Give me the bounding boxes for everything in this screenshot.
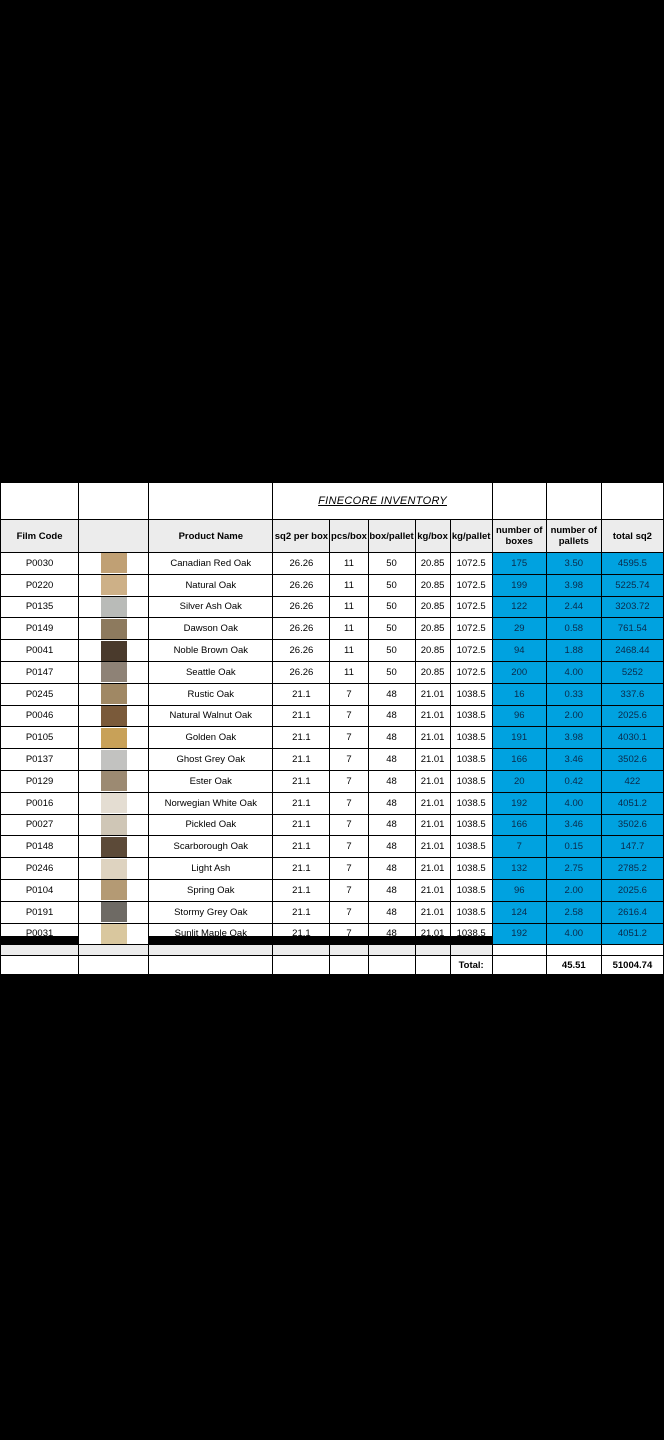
cell-number-of-pallets: 3.50	[546, 553, 601, 575]
cell-number-of-pallets: 3.98	[546, 727, 601, 749]
cell-film-code: P0105	[1, 727, 79, 749]
cell-pcs-per-box: 11	[330, 618, 368, 640]
cell-number-of-boxes: 192	[492, 923, 546, 945]
title-left-pad	[1, 483, 79, 520]
cell-box-per-pallet: 48	[368, 901, 415, 923]
cell-kg-per-pallet: 1038.5	[450, 814, 492, 836]
cell-sq2-per-box: 26.26	[273, 640, 330, 662]
cell-product-name: Pickled Oak	[149, 814, 273, 836]
title-left-pad-2	[79, 483, 149, 520]
cell-kg-per-box: 20.85	[415, 553, 450, 575]
cell-kg-per-box: 21.01	[415, 749, 450, 771]
title-left-pad-3	[149, 483, 273, 520]
cell-kg-per-pallet: 1038.5	[450, 901, 492, 923]
cell-sq2-per-box: 21.1	[273, 727, 330, 749]
cell-total-sq2: 4051.2	[601, 792, 663, 814]
cell-kg-per-pallet: 1038.5	[450, 923, 492, 945]
product-swatch	[79, 836, 149, 858]
cell-kg-per-box: 21.01	[415, 814, 450, 836]
cell-pcs-per-box: 7	[330, 705, 368, 727]
cell-sq2-per-box: 26.26	[273, 661, 330, 683]
swatch-color	[101, 641, 127, 661]
cell-product-name: Spring Oak	[149, 879, 273, 901]
cell-kg-per-pallet: 1038.5	[450, 879, 492, 901]
cell-sq2-per-box: 26.26	[273, 553, 330, 575]
table-row	[1, 923, 664, 945]
cell-total-sq2: 3203.72	[601, 596, 663, 618]
cell-sq2-per-box: 21.1	[273, 879, 330, 901]
cell-box-per-pallet: 48	[368, 749, 415, 771]
cell-kg-per-pallet: 1072.5	[450, 661, 492, 683]
total-pad-7	[415, 956, 450, 975]
header-number-of-pallets: number of pallets	[546, 520, 601, 553]
cell-kg-per-pallet: 1038.5	[450, 727, 492, 749]
cell-number-of-boxes: 192	[492, 792, 546, 814]
cell-number-of-pallets: 0.15	[546, 836, 601, 858]
cell-number-of-pallets: 0.42	[546, 770, 601, 792]
swatch-color	[101, 575, 127, 595]
table-row	[1, 574, 664, 596]
cell-kg-per-pallet: 1038.5	[450, 836, 492, 858]
header-box-per-pallet: box/pallet	[368, 520, 415, 553]
swatch-color	[101, 771, 127, 791]
swatch-color	[101, 924, 127, 944]
cell-product-name: Golden Oak	[149, 727, 273, 749]
cell-total-sq2: 2025.6	[601, 705, 663, 727]
cell-box-per-pallet: 48	[368, 879, 415, 901]
cell-kg-per-box: 21.01	[415, 836, 450, 858]
cell-sq2-per-box: 26.26	[273, 596, 330, 618]
cell-kg-per-box: 21.01	[415, 858, 450, 880]
product-swatch	[79, 683, 149, 705]
cell-film-code: P0147	[1, 661, 79, 683]
cell-kg-per-pallet: 1038.5	[450, 749, 492, 771]
cell-film-code: P0104	[1, 879, 79, 901]
product-swatch	[79, 858, 149, 880]
cell-product-name: Seattle Oak	[149, 661, 273, 683]
inventory-table	[0, 482, 664, 975]
cell-number-of-boxes: 7	[492, 836, 546, 858]
table-row	[1, 596, 664, 618]
cell-film-code: P0148	[1, 836, 79, 858]
cell-film-code: P0135	[1, 596, 79, 618]
cell-number-of-pallets: 0.58	[546, 618, 601, 640]
cell-total-sq2: 4595.5	[601, 553, 663, 575]
spacer-swatch	[79, 945, 149, 956]
cell-sq2-per-box: 26.26	[273, 574, 330, 596]
cell-film-code: P0245	[1, 683, 79, 705]
cell-sq2-per-box: 26.26	[273, 618, 330, 640]
total-pallets: 45.51	[546, 956, 601, 975]
swatch-color	[101, 662, 127, 682]
spacer-total	[601, 945, 663, 956]
cell-kg-per-pallet: 1038.5	[450, 858, 492, 880]
product-swatch	[79, 596, 149, 618]
cell-number-of-boxes: 191	[492, 727, 546, 749]
swatch-color	[101, 684, 127, 704]
cell-total-sq2: 761.54	[601, 618, 663, 640]
product-swatch	[79, 661, 149, 683]
cell-box-per-pallet: 48	[368, 923, 415, 945]
table-row	[1, 749, 664, 771]
cell-number-of-pallets: 3.46	[546, 814, 601, 836]
product-swatch	[79, 792, 149, 814]
cell-number-of-boxes: 96	[492, 705, 546, 727]
cell-total-sq2: 2468.44	[601, 640, 663, 662]
table-row	[1, 683, 664, 705]
cell-number-of-boxes: 122	[492, 596, 546, 618]
cell-number-of-pallets: 2.00	[546, 879, 601, 901]
cell-kg-per-box: 21.01	[415, 727, 450, 749]
cell-kg-per-pallet: 1038.5	[450, 770, 492, 792]
total-label: Total:	[450, 956, 492, 975]
cell-total-sq2: 422	[601, 770, 663, 792]
cell-sq2-per-box: 21.1	[273, 901, 330, 923]
swatch-color	[101, 793, 127, 813]
cell-film-code: P0046	[1, 705, 79, 727]
cell-film-code: P0191	[1, 901, 79, 923]
total-pad-4	[273, 956, 330, 975]
cell-total-sq2: 2616.4	[601, 901, 663, 923]
cell-product-name: Sunlit Maple Oak	[149, 923, 273, 945]
header-number-of-boxes: number of boxes	[492, 520, 546, 553]
cell-pcs-per-box: 11	[330, 640, 368, 662]
cell-kg-per-pallet: 1038.5	[450, 792, 492, 814]
product-swatch	[79, 640, 149, 662]
cell-number-of-pallets: 2.75	[546, 858, 601, 880]
cell-film-code: P0016	[1, 792, 79, 814]
cell-kg-per-pallet: 1072.5	[450, 596, 492, 618]
cell-sq2-per-box: 21.1	[273, 923, 330, 945]
cell-total-sq2: 337.6	[601, 683, 663, 705]
cell-number-of-boxes: 94	[492, 640, 546, 662]
table-row	[1, 705, 664, 727]
header-sq2-per-box: sq2 per box	[273, 520, 330, 553]
cell-box-per-pallet: 50	[368, 640, 415, 662]
swatch-color	[101, 859, 127, 879]
cell-product-name: Norwegian White Oak	[149, 792, 273, 814]
header-kg-per-pallet: kg/pallet	[450, 520, 492, 553]
cell-product-name: Rustic Oak	[149, 683, 273, 705]
cell-kg-per-pallet: 1038.5	[450, 683, 492, 705]
cell-kg-per-box: 21.01	[415, 901, 450, 923]
table-row	[1, 640, 664, 662]
cell-product-name: Canadian Red Oak	[149, 553, 273, 575]
cell-number-of-boxes: 166	[492, 814, 546, 836]
cell-pcs-per-box: 7	[330, 727, 368, 749]
cell-pcs-per-box: 7	[330, 683, 368, 705]
cell-product-name: Silver Ash Oak	[149, 596, 273, 618]
total-pad-2	[79, 956, 149, 975]
cell-box-per-pallet: 48	[368, 814, 415, 836]
cell-pcs-per-box: 7	[330, 836, 368, 858]
cell-number-of-boxes: 175	[492, 553, 546, 575]
cell-product-name: Noble Brown Oak	[149, 640, 273, 662]
cell-kg-per-box: 20.85	[415, 640, 450, 662]
total-pad-5	[330, 956, 368, 975]
swatch-color	[101, 706, 127, 726]
cell-number-of-boxes: 124	[492, 901, 546, 923]
cell-product-name: Ester Oak	[149, 770, 273, 792]
cell-number-of-pallets: 4.00	[546, 661, 601, 683]
cell-total-sq2: 3502.6	[601, 749, 663, 771]
cell-product-name: Scarborough Oak	[149, 836, 273, 858]
cell-pcs-per-box: 7	[330, 749, 368, 771]
cell-product-name: Stormy Grey Oak	[149, 901, 273, 923]
cell-sq2-per-box: 21.1	[273, 683, 330, 705]
cell-product-name: Ghost Grey Oak	[149, 749, 273, 771]
cell-pcs-per-box: 7	[330, 792, 368, 814]
cell-box-per-pallet: 48	[368, 705, 415, 727]
cell-sq2-per-box: 21.1	[273, 814, 330, 836]
cell-pcs-per-box: 7	[330, 814, 368, 836]
cell-box-per-pallet: 48	[368, 792, 415, 814]
product-swatch	[79, 727, 149, 749]
cell-film-code: P0220	[1, 574, 79, 596]
product-swatch	[79, 705, 149, 727]
spacer-row	[1, 945, 664, 956]
table-row	[1, 770, 664, 792]
cell-pcs-per-box: 7	[330, 770, 368, 792]
total-boxes	[492, 956, 546, 975]
cell-box-per-pallet: 50	[368, 661, 415, 683]
cell-box-per-pallet: 48	[368, 683, 415, 705]
cell-box-per-pallet: 50	[368, 574, 415, 596]
cell-pcs-per-box: 11	[330, 553, 368, 575]
product-swatch	[79, 749, 149, 771]
document-title: FINECORE INVENTORY	[273, 483, 492, 520]
cell-total-sq2: 147.7	[601, 836, 663, 858]
cell-pcs-per-box: 7	[330, 901, 368, 923]
table-row	[1, 901, 664, 923]
cell-total-sq2: 5252	[601, 661, 663, 683]
product-swatch	[79, 618, 149, 640]
cell-product-name: Natural Oak	[149, 574, 273, 596]
cell-box-per-pallet: 48	[368, 836, 415, 858]
title-cell-pallets	[546, 483, 601, 520]
cell-kg-per-box: 21.01	[415, 705, 450, 727]
cell-total-sq2: 2785.2	[601, 858, 663, 880]
cell-number-of-boxes: 200	[492, 661, 546, 683]
swatch-color	[101, 553, 127, 573]
cell-number-of-pallets: 0.33	[546, 683, 601, 705]
product-swatch	[79, 923, 149, 945]
cell-number-of-pallets: 2.00	[546, 705, 601, 727]
header-film-code: Film Code	[1, 520, 79, 553]
cell-number-of-boxes: 132	[492, 858, 546, 880]
header-kg-per-box: kg/box	[415, 520, 450, 553]
cell-kg-per-pallet: 1072.5	[450, 618, 492, 640]
table-row	[1, 858, 664, 880]
cell-kg-per-box: 21.01	[415, 770, 450, 792]
swatch-color	[101, 619, 127, 639]
cell-sq2-per-box: 21.1	[273, 858, 330, 880]
spacer-pcs	[330, 945, 368, 956]
cell-sq2-per-box: 21.1	[273, 749, 330, 771]
cell-number-of-boxes: 96	[492, 879, 546, 901]
cell-sq2-per-box: 21.1	[273, 770, 330, 792]
cell-kg-per-pallet: 1038.5	[450, 705, 492, 727]
table-row	[1, 661, 664, 683]
cell-film-code: P0031	[1, 923, 79, 945]
cell-number-of-pallets: 2.58	[546, 901, 601, 923]
cell-pcs-per-box: 7	[330, 923, 368, 945]
cell-number-of-pallets: 4.00	[546, 923, 601, 945]
cell-kg-per-box: 21.01	[415, 879, 450, 901]
spacer-boxes	[492, 945, 546, 956]
cell-product-name: Dawson Oak	[149, 618, 273, 640]
spacer-code	[1, 945, 79, 956]
cell-pcs-per-box: 11	[330, 574, 368, 596]
cell-film-code: P0030	[1, 553, 79, 575]
spacer-kgpal	[450, 945, 492, 956]
product-swatch	[79, 901, 149, 923]
cell-number-of-boxes: 199	[492, 574, 546, 596]
cell-kg-per-box: 20.85	[415, 661, 450, 683]
swatch-color	[101, 597, 127, 617]
cell-kg-per-box: 20.85	[415, 574, 450, 596]
cell-film-code: P0129	[1, 770, 79, 792]
table-row	[1, 792, 664, 814]
cell-pcs-per-box: 11	[330, 596, 368, 618]
total-sq2: 51004.74	[601, 956, 663, 975]
cell-pcs-per-box: 7	[330, 879, 368, 901]
cell-number-of-boxes: 29	[492, 618, 546, 640]
cell-number-of-pallets: 4.00	[546, 792, 601, 814]
cell-total-sq2: 3502.6	[601, 814, 663, 836]
cell-box-per-pallet: 48	[368, 770, 415, 792]
cell-film-code: P0149	[1, 618, 79, 640]
total-pad-3	[149, 956, 273, 975]
spacer-boxpal	[368, 945, 415, 956]
table-row	[1, 836, 664, 858]
cell-number-of-boxes: 166	[492, 749, 546, 771]
cell-box-per-pallet: 48	[368, 858, 415, 880]
cell-kg-per-box: 20.85	[415, 618, 450, 640]
cell-kg-per-box: 21.01	[415, 792, 450, 814]
product-swatch	[79, 770, 149, 792]
cell-kg-per-box: 21.01	[415, 923, 450, 945]
cell-box-per-pallet: 50	[368, 618, 415, 640]
product-swatch	[79, 814, 149, 836]
cell-box-per-pallet: 48	[368, 727, 415, 749]
cell-sq2-per-box: 21.1	[273, 792, 330, 814]
cell-film-code: P0246	[1, 858, 79, 880]
total-pad-6	[368, 956, 415, 975]
table-row	[1, 814, 664, 836]
product-swatch	[79, 574, 149, 596]
cell-number-of-pallets: 2.44	[546, 596, 601, 618]
cell-kg-per-pallet: 1072.5	[450, 574, 492, 596]
cell-total-sq2: 4051.2	[601, 923, 663, 945]
spreadsheet-region	[0, 482, 664, 971]
swatch-color	[101, 880, 127, 900]
total-row	[1, 956, 664, 975]
cell-kg-per-pallet: 1072.5	[450, 640, 492, 662]
total-pad-1	[1, 956, 79, 975]
cell-number-of-pallets: 1.88	[546, 640, 601, 662]
header-swatch	[79, 520, 149, 553]
swatch-color	[101, 837, 127, 857]
table-row	[1, 553, 664, 575]
cell-film-code: P0041	[1, 640, 79, 662]
cell-film-code: P0137	[1, 749, 79, 771]
cell-pcs-per-box: 11	[330, 661, 368, 683]
table-row	[1, 618, 664, 640]
cell-sq2-per-box: 21.1	[273, 836, 330, 858]
swatch-color	[101, 815, 127, 835]
cell-total-sq2: 5225.74	[601, 574, 663, 596]
title-right-pad	[492, 483, 546, 520]
spacer-name	[149, 945, 273, 956]
table-row	[1, 727, 664, 749]
swatch-color	[101, 728, 127, 748]
cell-box-per-pallet: 50	[368, 553, 415, 575]
swatch-color	[101, 750, 127, 770]
cell-number-of-pallets: 3.46	[546, 749, 601, 771]
title-row	[1, 483, 664, 520]
table-row	[1, 879, 664, 901]
cell-total-sq2: 2025.6	[601, 879, 663, 901]
cell-number-of-boxes: 20	[492, 770, 546, 792]
cell-sq2-per-box: 21.1	[273, 705, 330, 727]
cell-kg-per-box: 20.85	[415, 596, 450, 618]
product-swatch	[79, 879, 149, 901]
cell-kg-per-box: 21.01	[415, 683, 450, 705]
cell-product-name: Natural Walnut Oak	[149, 705, 273, 727]
header-row	[1, 520, 664, 553]
cell-number-of-pallets: 3.98	[546, 574, 601, 596]
cell-film-code: P0027	[1, 814, 79, 836]
cell-box-per-pallet: 50	[368, 596, 415, 618]
swatch-color	[101, 902, 127, 922]
cell-total-sq2: 4030.1	[601, 727, 663, 749]
header-product-name: Product Name	[149, 520, 273, 553]
title-cell-total	[601, 483, 663, 520]
cell-product-name: Light Ash	[149, 858, 273, 880]
cell-pcs-per-box: 7	[330, 858, 368, 880]
spacer-sq2	[273, 945, 330, 956]
header-pcs-per-box: pcs/box	[330, 520, 368, 553]
spacer-kgbox	[415, 945, 450, 956]
header-total-sq2: total sq2	[601, 520, 663, 553]
product-swatch	[79, 553, 149, 575]
spacer-pallets	[546, 945, 601, 956]
cell-number-of-boxes: 16	[492, 683, 546, 705]
cell-kg-per-pallet: 1072.5	[450, 553, 492, 575]
